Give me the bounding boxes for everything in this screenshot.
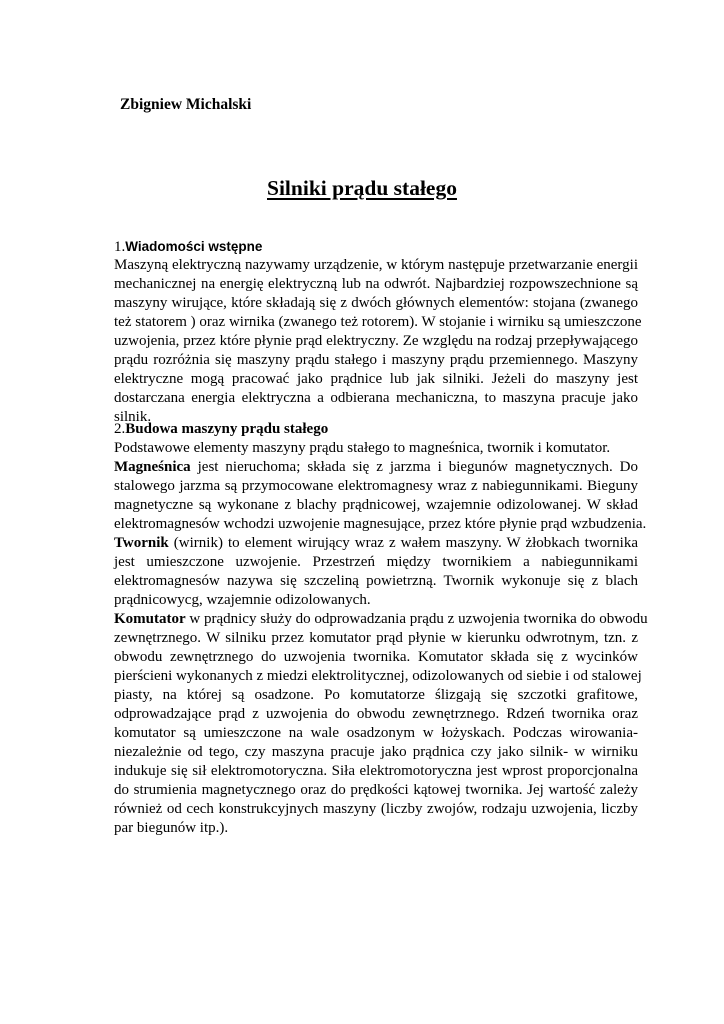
section-heading <box>114 420 638 439</box>
komutator-text: w prądnicy służy do odprowadzania prądu z uzwojenia twornika do obwodu <box>185 611 648 627</box>
paragraph-line: obwodu zewnętrznego do uzwojenia twornika. Komutator składa się z wycinków <box>114 649 638 665</box>
paragraph-line: komutator są umieszczone na wale osadzonym w łożyskach. Podczas wirowania- <box>114 725 638 741</box>
section-heading-text: Budowa maszyny prądu stałego <box>125 421 329 437</box>
paragraph-line: również od cech konstrukcyjnych maszyny (liczby zwojów, rodzaju uzwojenia, liczby <box>114 801 638 817</box>
section-number: 2. <box>114 421 126 437</box>
magnesnica-line <box>114 458 638 477</box>
paragraph-line: piasty, na której są osadzone. Po komutatorze ślizgają się szczotki grafitowe, <box>114 687 638 703</box>
paragraph-line: niezależnie od tego, czy maszyna pracuje jako prądnica czy jako silnik- w wirniku <box>114 744 638 760</box>
paragraph-line: maszyny wirujące, które składają się z dwóch głównych elementów: stojana (zwanego <box>114 295 638 311</box>
term-komutator: Komutator <box>114 611 186 627</box>
section-introduction <box>114 237 642 427</box>
author-name: Zbigniew Michalski <box>120 96 252 113</box>
paragraph-line: też statorem ) oraz wirnika (zwanego też rotorem). W stojanie i wirniku są umieszczone <box>114 314 642 330</box>
paragraph-line: mechanicznej na energię elektryczną lub na odwrót. Najbardziej rozpowszechnione są <box>114 276 638 292</box>
term-twornik: Twornik <box>114 535 169 551</box>
paragraph-line: magnetyczne są wykonane z blachy prądnicowej, wzajemnie odizolowanej. W skład <box>114 497 638 513</box>
komutator-line <box>114 610 648 629</box>
twornik-text: (wirnik) to element wirujący wraz z wałem maszyny. W żłobkach twornika <box>168 535 638 551</box>
paragraph-line: uzwojenia, przez które płynie prąd elektryczny. Ze względu na rodzaj przepływającego <box>114 333 638 349</box>
section-number: 1. <box>114 239 126 255</box>
paragraph-line: odprowadzające prąd z uzwojenia do obwodu zewnętrznego. Rdzeń twornika oraz <box>114 706 638 722</box>
paragraph-line: prądnicowycg, wzajemnie odizolowanych. <box>114 592 371 608</box>
paragraph-line: elektryczne mogą pracować jako prądnice lub jak silniki. Jeżeli do maszyny jest <box>114 371 638 387</box>
magnesnica-text: jest nieruchoma; składa się z jarzma i biegunów magnetycznych. Do <box>190 459 638 475</box>
paragraph-line: Podstawowe elementy maszyny prądu stałego to magneśnica, twornik i komutator. <box>114 440 611 456</box>
paragraph-line: pierścieni wykonanych z miedzi elektrolitycznej, odizolowanych od siebie i od stalowej <box>114 668 642 684</box>
page-title: Silniki prądu stałego <box>267 176 457 200</box>
paragraph-line: par biegunów itp.). <box>114 820 229 836</box>
paragraph-line: silnik. <box>114 409 152 425</box>
paragraph-line: prądu rozróżnia się maszyny prądu stałego i maszyny prądu przemiennego. Maszyny <box>114 352 638 368</box>
twornik-line <box>114 534 638 553</box>
paragraph-line: indukuje się sił elektromotoryczna. Siła elektromotoryczna jest wprost proporcjonalna <box>114 763 638 779</box>
paragraph-line: elektromagnesów nazywa się szczeliną powietrzną. Twornik wykonuje się z blach <box>114 573 638 589</box>
paragraph-line: elektromagnesów wchodzi uzwojenie magnesujące, przez które płynie prąd wzbudzenia. <box>114 516 647 532</box>
paragraph-line: Maszyną elektryczną nazywamy urządzenie, w którym następuje przetwarzanie energii <box>114 257 638 273</box>
section-construction <box>114 420 648 838</box>
term-magnesnica: Magneśnica <box>114 459 191 475</box>
section-heading <box>114 237 638 256</box>
paragraph-line: do strumienia magnetycznego oraz do prędkości kątowej twornika. Jej wartość zależy <box>114 782 638 798</box>
paragraph-line: dostarczana energia elektryczna a odbierana mechaniczna, to maszyna pracuje jako <box>114 390 638 406</box>
section-heading-text: Wiadomości wstępne <box>125 239 263 254</box>
paragraph-line: stalowego jarzma są przymocowane elektromagnesy wraz z nabiegunnikami. Bieguny <box>114 478 638 494</box>
paragraph-line: jest umieszczone uzwojenie. Przestrzeń między twornikiem a nabiegunnikami <box>114 554 638 570</box>
paragraph-line: zewnętrznego. W silniku przez komutator prąd płynie w kierunku odwrotnym, tzn. z <box>114 630 638 646</box>
